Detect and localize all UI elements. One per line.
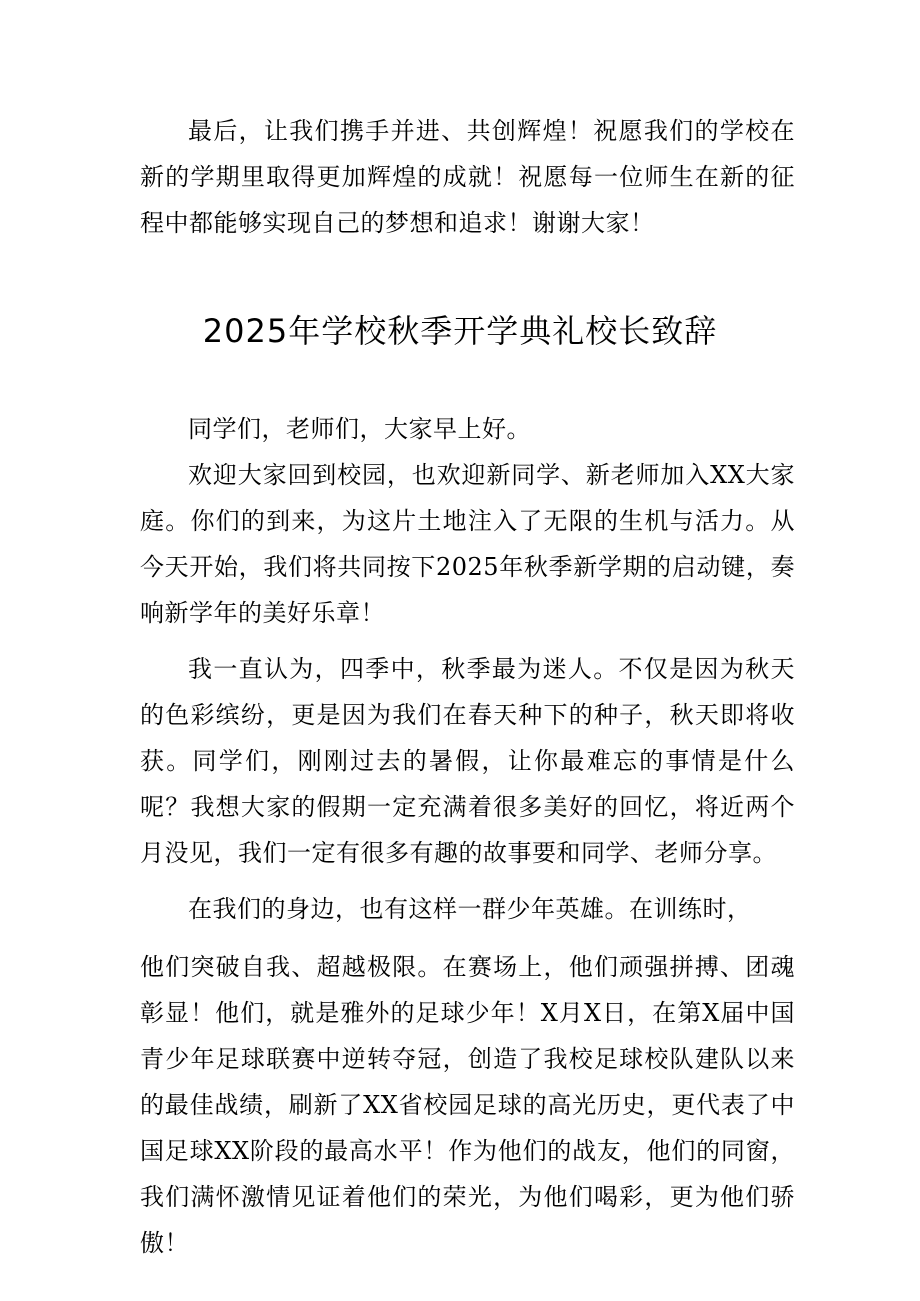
speech-title: 2025年学校秋季开学典礼校长致辞 (202, 312, 718, 350)
greeting-paragraph: 同学们，老师们，大家早上好。 (188, 415, 531, 443)
heroes-intro-paragraph: 在我们的身边，也有这样一群少年英雄。在训练时， (188, 895, 752, 923)
autumn-paragraph: 我一直认为，四季中，秋季最为迷人。不仅是因为秋天的色彩缤纷，更是因为我们在春天种下的种子，秋天即将收获。同学们，刚刚过去的暑假，让你最难忘的事情是什么呢？我想大家的假期一定充满着很多美好的回忆，将近两个月没见，我们一定有很多有趣的故事要和同学、老师分享。 (140, 655, 795, 867)
welcome-paragraph: 欢迎大家回到校园，也欢迎新同学、新老师加入XX大家庭。你们的到来，为这片土地注入了无限的生机与活力。从今天开始，我们将共同按下2025年秋季新学期的启动键，奏响新学年的美好乐章！ (140, 461, 795, 627)
heroes-body-paragraph: 他们突破自我、超越极限。在赛场上，他们顽强拼搏、团魂彰显！他们，就是雅外的足球少年！X月X日，在第X届中国青少年足球联赛中逆转夺冠，创造了我校足球校队建队以来的最佳战绩，刷新了XX省校园足球的高光历史，更代表了中国足球XX阶段的最高水平！作为他们的战友，他们的同窗，我们满怀激情见证着他们的荣光，为他们喝彩，更为他们骄傲！ (140, 953, 795, 1257)
previous-speech-closing-paragraph: 最后，让我们携手并进、共创辉煌！祝愿我们的学校在新的学期里取得更加辉煌的成就！祝愿每一位师生在新的征程中都能够实现自己的梦想和追求！谢谢大家！ (140, 117, 795, 237)
